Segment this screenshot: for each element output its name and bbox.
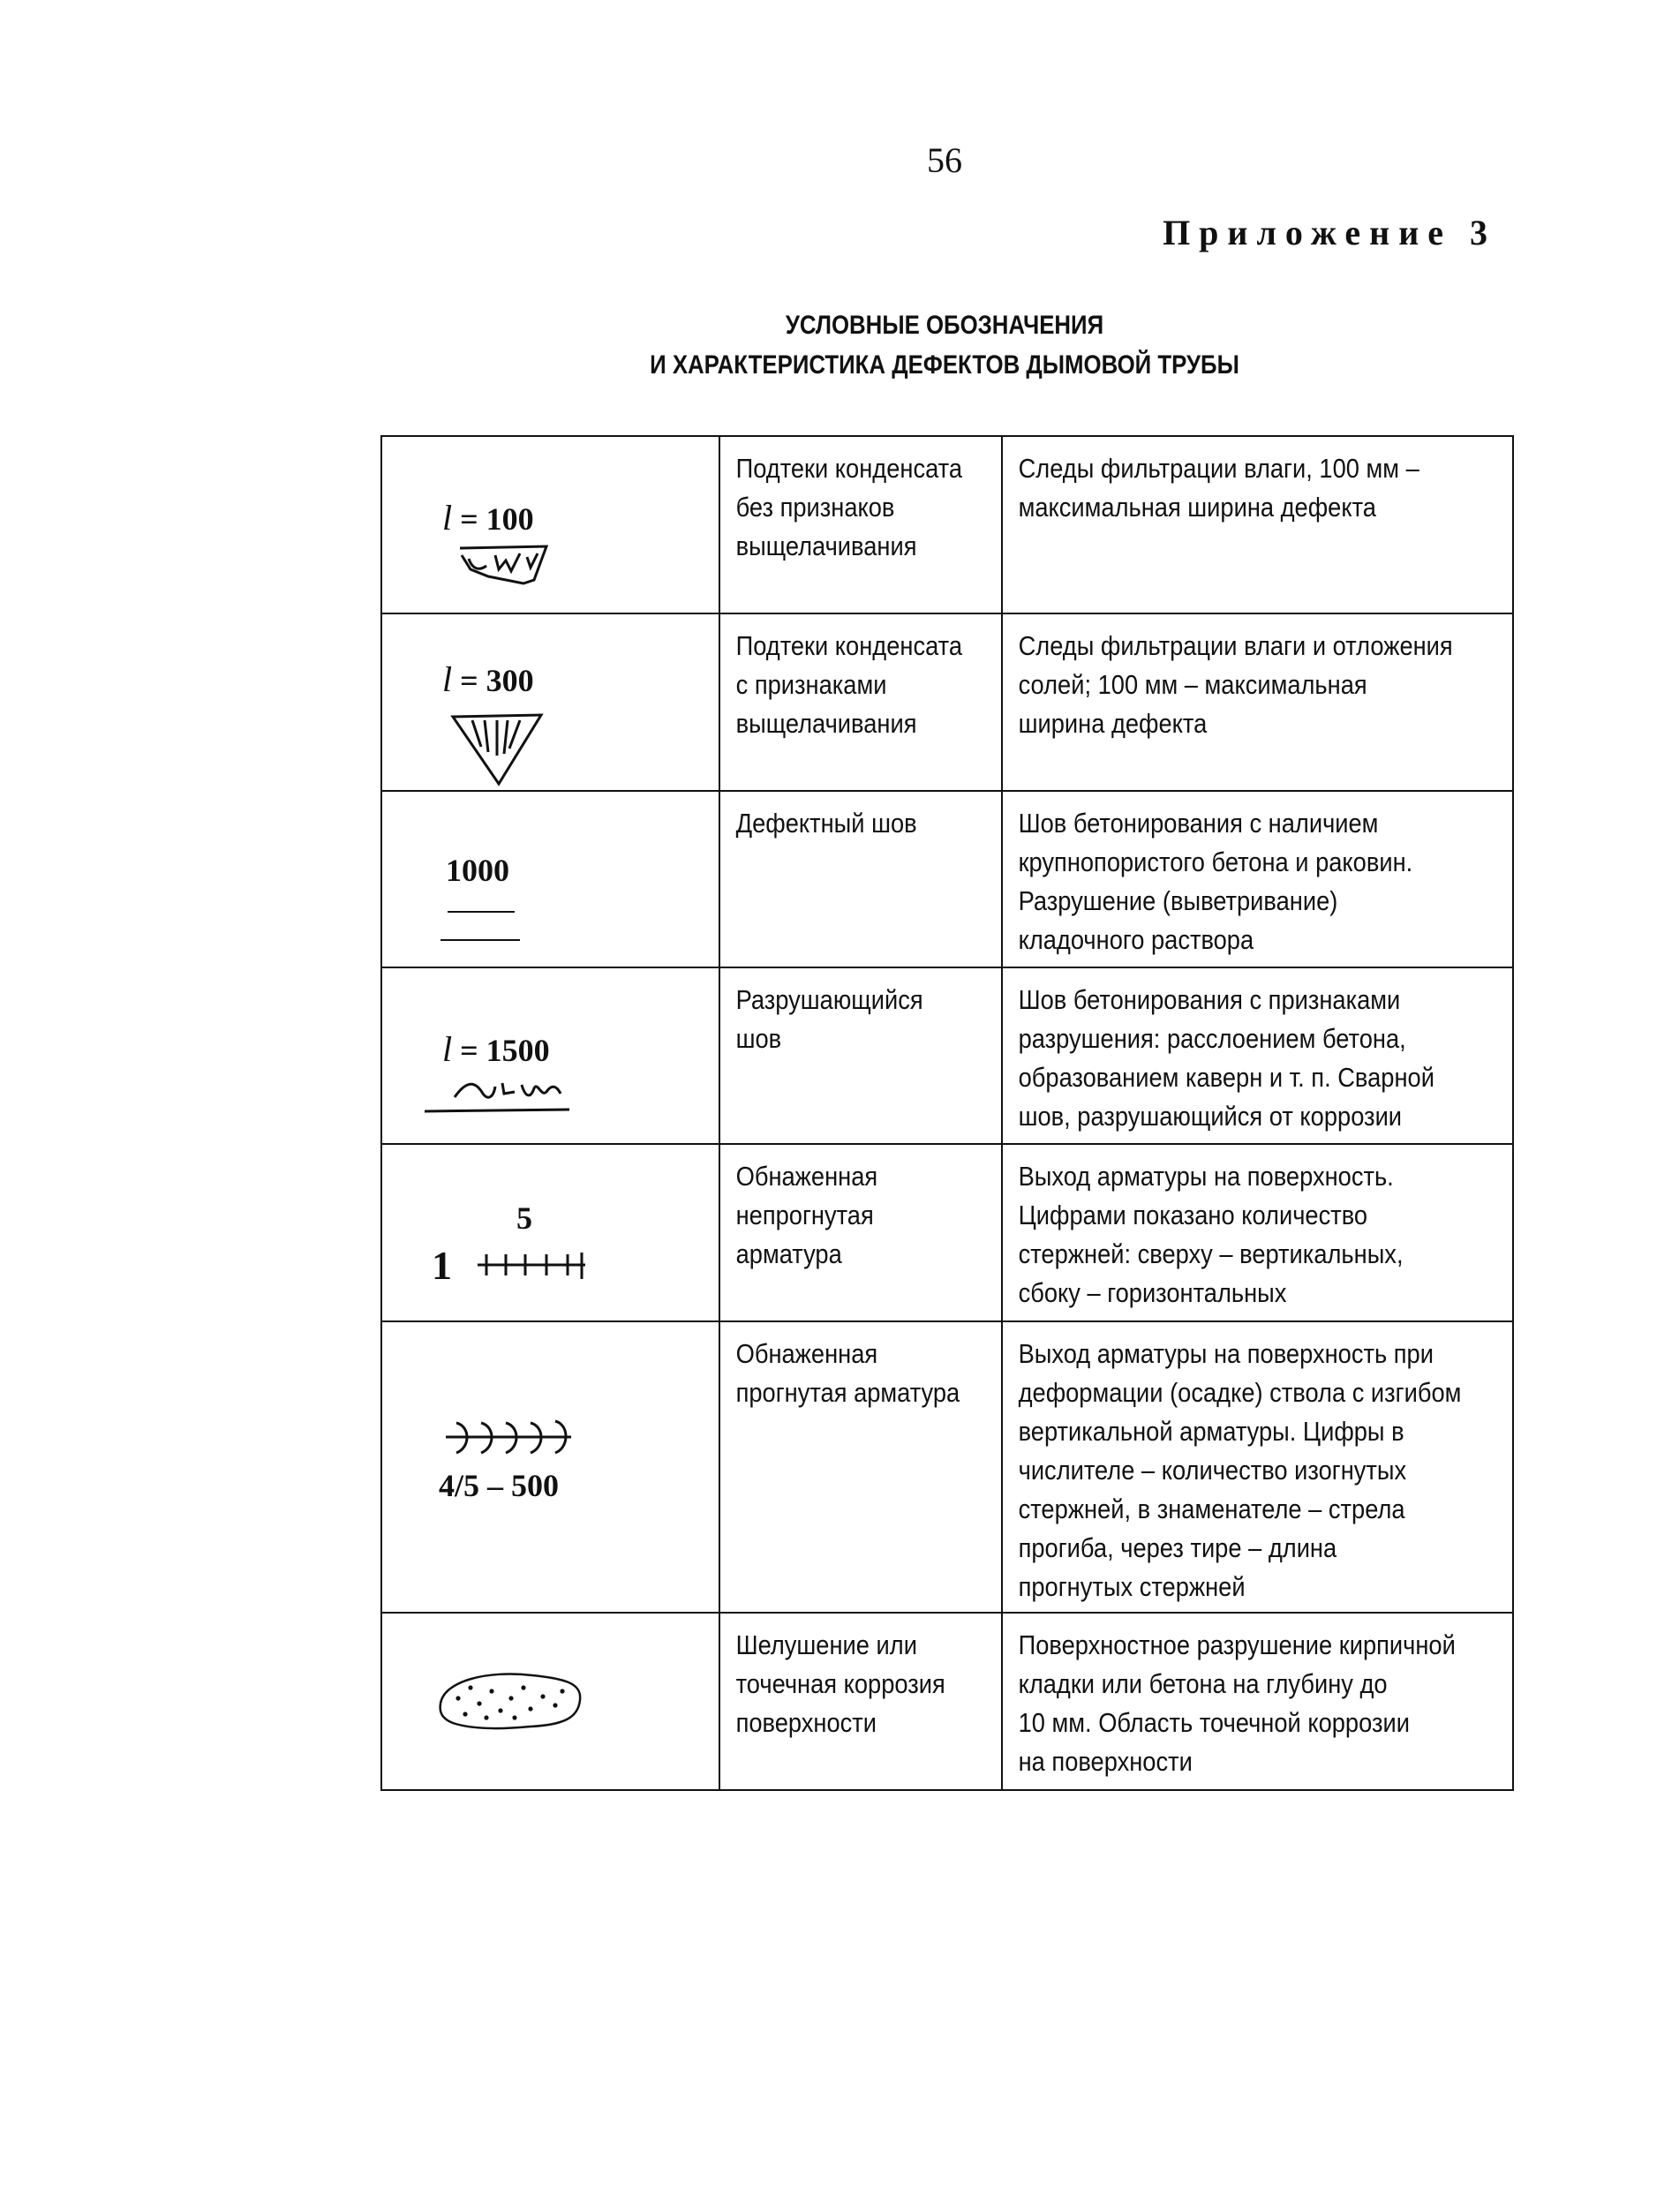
table-row <box>381 967 1513 1144</box>
symbol-label: l = 1500 <box>442 1029 550 1069</box>
table-row <box>381 791 1513 967</box>
title-line-2: И ХАРАКТЕРИСТИКА ДЕФЕКТОВ ДЫМОВОЙ ТРУБЫ <box>650 350 1239 380</box>
defect-description: Выход арматуры на поверхность при деформации (осадке) ствола с изгибом вертикальной арматуры. Цифры в числителе – количество изогнутых стержней, в знаменателе – стрела прогиба, через тире – длина прогнутых стержней <box>1018 1338 1462 1602</box>
description-cell <box>1002 967 1513 1144</box>
symbol-label: l = 100 <box>442 498 534 538</box>
symbol-cell <box>381 613 719 791</box>
defect-name: Обнаженная прогнутая арматура <box>735 1338 960 1408</box>
crumbling-seam-icon <box>382 968 718 1143</box>
symbol-cell <box>381 436 719 613</box>
defect-description: Шов бетонирования с наличием крупнопористого бетона и раковин. Разрушение (выветривание) кладочного раствора <box>1018 808 1413 955</box>
table-row <box>381 613 1513 791</box>
symbol-cell <box>381 1144 719 1321</box>
defective-seam-icon <box>382 792 718 967</box>
defect-name: Подтеки конденсата с признаками выщелачивания <box>735 630 963 739</box>
defect-name: Обнаженная непрогнутая арматура <box>735 1161 878 1269</box>
page-number: 56 <box>927 140 962 180</box>
symbol-cell <box>381 967 719 1144</box>
name-cell <box>719 436 1002 613</box>
defect-name: Разрушающийся шов <box>735 984 923 1054</box>
description-cell <box>1002 436 1513 613</box>
description-cell <box>1002 791 1513 967</box>
description-cell <box>1002 613 1513 791</box>
description-cell <box>1002 1144 1513 1321</box>
name-cell <box>719 791 1002 967</box>
symbol-cell <box>381 1321 719 1613</box>
appendix-heading: Приложение 3 <box>1163 213 1496 252</box>
defect-name: Подтеки конденсата без признаков выщелачивания <box>735 453 963 561</box>
leaching-drip-icon <box>382 614 718 790</box>
defect-description: Следы фильтрации влаги, 100 мм – максимальная ширина дефекта <box>1018 453 1419 523</box>
defect-description: Следы фильтрации влаги и отложения солей; 100 мм – максимальная ширина дефекта <box>1018 630 1453 739</box>
symbol-count-horizontal: 1 <box>432 1243 452 1288</box>
name-cell <box>719 1613 1002 1790</box>
name-cell <box>719 967 1002 1144</box>
symbol-cell <box>381 1613 719 1790</box>
description-cell <box>1002 1321 1513 1613</box>
name-cell <box>719 613 1002 791</box>
name-cell <box>719 1321 1002 1613</box>
symbol-count-vertical: 5 <box>516 1200 532 1236</box>
table-row <box>381 436 1513 613</box>
defect-name: Дефектный шов <box>735 808 917 839</box>
surface-corrosion-icon <box>382 1614 718 1789</box>
defects-table <box>380 435 1514 1791</box>
symbol-label: l = 300 <box>442 659 534 699</box>
title-line-1: УСЛОВНЫЕ ОБОЗНАЧЕНИЯ <box>785 311 1104 340</box>
table-row <box>381 1613 1513 1790</box>
exposed-rebar-icon <box>382 1145 718 1320</box>
table-row <box>381 1144 1513 1321</box>
symbol-label: 1000 <box>446 853 509 888</box>
defect-description: Шов бетонирования с признаками разрушения: расслоением бетона, образованием каверн и т. п. Сварной шов, разрушающийся от коррозии <box>1018 984 1434 1132</box>
defect-name: Шелушение или точечная коррозия поверхности <box>735 1629 945 1738</box>
symbol-cell <box>381 791 719 967</box>
defect-description: Поверхностное разрушение кирпичной кладки или бетона на глубину до 10 мм. Область точечной коррозии на поверхности <box>1018 1629 1456 1777</box>
defect-description: Выход арматуры на поверхность. Цифрами показано количество стержней: сверху – вертикальных, сбоку – горизонтальных <box>1018 1161 1404 1308</box>
symbol-label: 4/5 – 500 <box>439 1468 560 1503</box>
description-cell <box>1002 1613 1513 1790</box>
condensate-drip-icon <box>382 437 718 613</box>
name-cell <box>719 1144 1002 1321</box>
table-row <box>381 1321 1513 1613</box>
